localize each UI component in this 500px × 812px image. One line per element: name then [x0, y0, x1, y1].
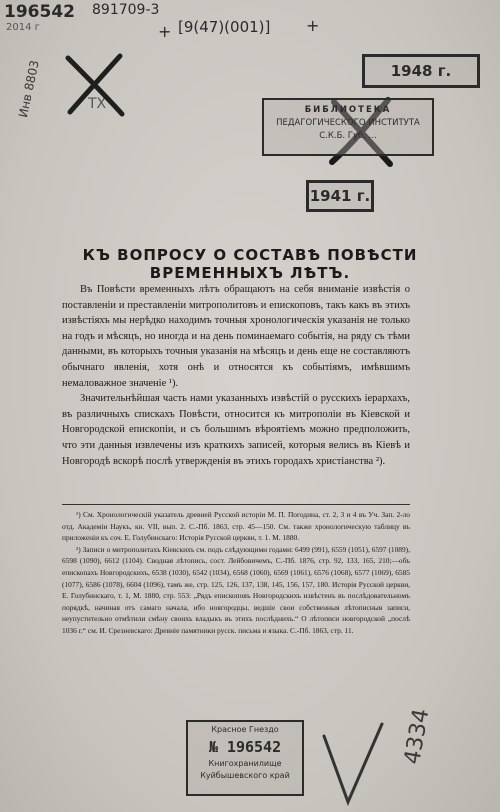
- footnote: ¹) См. Хронологическій указатель древней Русской исторіи М. П. Погодина, ст. 2, 3 и 4 въ Уч. Зап. 2-ло отд. Академіи Наукъ, кн. VII, вып. 2. С.-Пб. 1863, стр. 45—150. См. также хронологическую таблицу въ приложеніи къ соч. Е. Голубинскаго: Исторія Русской церкви, т. 1. М. 1880.: [62, 510, 410, 543]
- cross-out-mark-left: [62, 50, 128, 120]
- left-note-date: 2014 г: [6, 22, 40, 33]
- library-stamp-bottom-number: № 196542: [208, 738, 282, 756]
- library-stamp: [262, 98, 434, 156]
- plus-mark: +: [158, 22, 172, 41]
- check-mark: [318, 718, 388, 808]
- library-stamp-bottom-line4: Куйбышевского край: [200, 771, 290, 780]
- footnote: ²) Записи о митрополитахъ Кіевскихъ см. подъ слѣдующими годами: 6499 (991), 6559 (1051), 6597 (1089), 6598 (1090), 6612 (1104). Сводная лѣтопись, сост. Лейбовичемъ, С.-Пб. 1876, стр. 92, 133, 165, 210;—объ епископахъ Новгородскихъ, 6538 (1030), 6542 (1034), 6568 (1060), 6569 (1061), 6576 (1068), 6577 (1069), 6585 (1077), 6586 (1078), 6604 (1096), тамъ же, стр. 125, 126, 137, 138, 145, 156, 157, 180. Исторія Русской церкви, Е. Голубинскаго, т. 1, М. 1880, стр. 553: „Рядъ епископовъ Новгородскихъ извѣстенъ въ послѣдовательномъ порядкѣ, начиная отъ самаго начала, ибо новгородцы, ведшіе свои собственныя лѣтописныя записи, неупустительно отмѣтили смѣну своихъ владыкъ въ этихъ послѣднихъ.“ О лѣтописи новгородской „послѣ 1036 г.“ см. И. Срезневскаго: Древніе памятники русск. письма и языка. С.-Пб. 1863, стр. 11.: [62, 544, 410, 635]
- year-stamp-top-text: 1948 г.: [390, 62, 452, 80]
- year-stamp-middle-text: 1941 г.: [309, 187, 371, 205]
- year-stamp-middle: [306, 180, 374, 212]
- inventory-number-handwritten: 196542: [4, 2, 75, 22]
- year-stamp-top: [362, 54, 480, 88]
- footnote-divider: [62, 504, 410, 505]
- article-body: [62, 282, 410, 469]
- paragraph: Значительнѣйшая часть нами указанныхъ извѣстій о русскихъ іерархахъ, въ различныхъ спискахъ Повѣсти, относится къ митрополіи въ Кіевской и Новгородской епископіи, и съ большимъ вѣроятіемъ можно предположить, что эти данныя извлечены изъ краткихъ записей, которыя велись въ Кіевѣ и Новгородѣ вскорѣ послѣ утвержденія въ этихъ городахъ христіанства ²).: [62, 393, 410, 467]
- article-title: КЪ ВОПРОСУ О СОСТАВѢ ПОВѢСТИ ВРЕМЕННЫХЪ ЛѢТЪ.: [82, 246, 418, 282]
- mid-scrawl: ТХ: [88, 96, 107, 112]
- left-note-inventory: Инв 8803: [16, 59, 42, 119]
- library-stamp-bottom-line1: Красное Гнездо: [211, 725, 279, 734]
- paragraph: Въ Повѣсти временныхъ лѣтъ обращаютъ на себя вниманіе извѣстія о поставленіи и преставленіи митрополитовъ и епископовъ, такъ какъ въ этихъ извѣстіяхъ мы нерѣдко находимъ точныя хронологическія указанія не только на годъ и мѣсяцъ, но иногда и на день поминаемаго событія, на ряду съ тѣми данными, въ которыхъ точныя указанія на мѣсяцъ и день еще не составляютъ обычнаго явленія, хотя онѣ и относятся къ событіямъ, имѣвшимъ немаловажное значеніе ¹).: [62, 284, 410, 389]
- library-stamp-line3: С.К.Б. Губ. ...: [319, 131, 377, 141]
- library-stamp-line1: БИБЛИОТЕКА: [304, 105, 392, 115]
- library-stamp-line2: ПЕДАГОГИЧЕСКОГО ИНСТИТУТА: [276, 118, 420, 128]
- library-stamp-bottom-line3: Книгохранилище: [208, 759, 282, 768]
- bracket-plus-mark: +: [306, 16, 320, 35]
- bottom-code-handwritten: 4334: [400, 706, 435, 767]
- footnotes: [62, 509, 410, 637]
- library-stamp-bottom: [186, 720, 304, 796]
- bracket-code-handwritten: [9(47)(001)]: [178, 18, 271, 36]
- catalog-code-handwritten: 891709-3: [92, 2, 160, 18]
